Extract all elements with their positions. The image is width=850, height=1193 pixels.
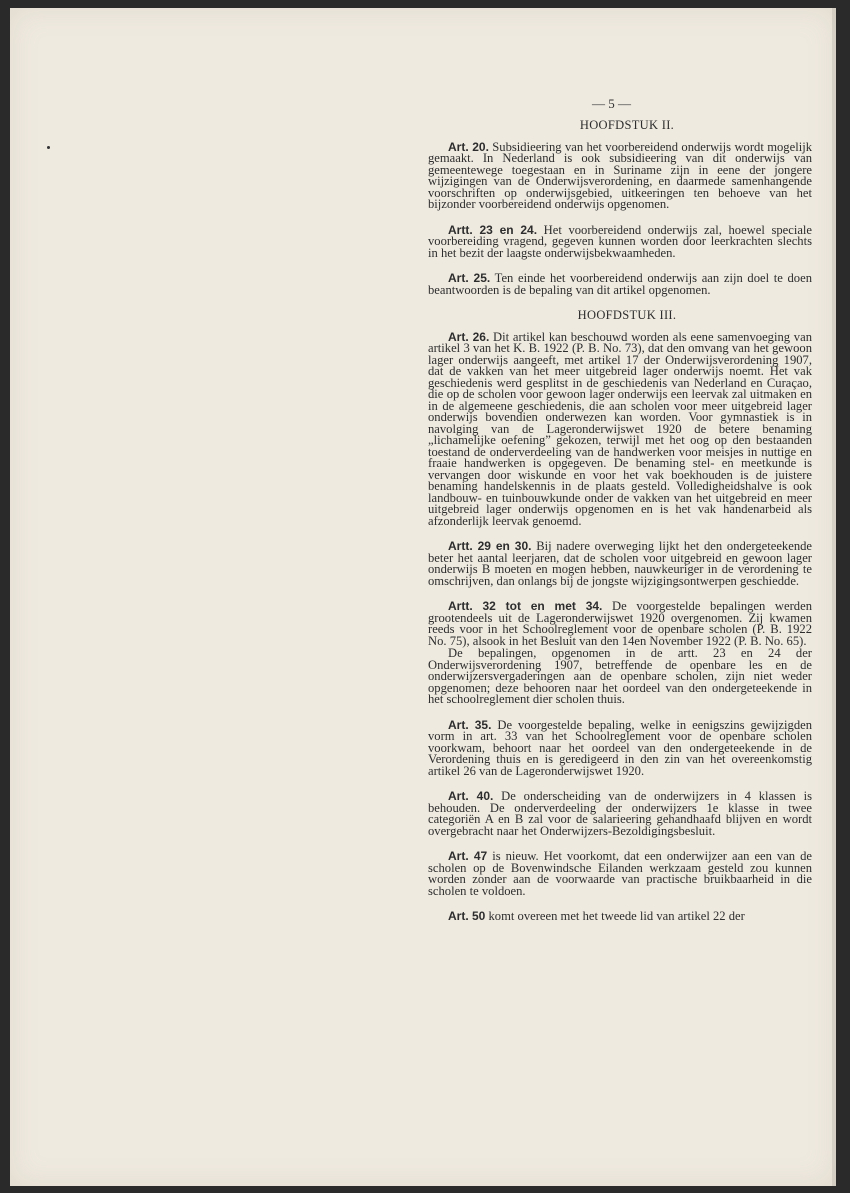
article-text: is nieuw. Het voorkomt, dat een onderwijzer aan een van de scholen op de Bovenwindsche Eilanden werkzaam gesteld zou kunnen worden zonder aan de voorwaarde van practische bruikbaarheid in die scholen te voldoen.	[428, 849, 812, 898]
article-text: De voorgestelde bepalingen werden grootendeels uit de Lageronderwijswet 1920 overgenomen. Zij kwamen reeds voor in het Schoolreglement voor de openbare scholen (P. B. 1922 No. 75), alsook in het Besluit van den 14en November 1922 (P. B. No. 65).	[428, 599, 812, 648]
article-label: Art. 25.	[448, 271, 491, 285]
article-label: Artt. 29 en 30.	[448, 539, 532, 553]
article-paragraph	[428, 911, 812, 923]
article-text: Het voorbereidend onderwijs zal, hoewel speciale voorbereiding vragend, gegeven kunnen worden door leerkrachten slechts in het bezit der laagste onderwijsbekwaamheden.	[428, 222, 812, 260]
article-label: Artt. 23 en 24.	[448, 222, 538, 237]
page-number: — 5 —	[592, 96, 631, 111]
article-label: Artt. 32 tot en met 34.	[448, 599, 603, 613]
article-paragraph	[428, 139, 812, 211]
paper-speck	[47, 146, 50, 149]
article-text: De onderscheiding van de onderwijzers in 4 klassen is behouden. De onderverdeeling der onderwijzers 1e klasse in twee categoriën A en B zal voor de salarieering gehandhaafd blijven en wordt overgebracht naar het Onderwijzers-Bezoldigingsbesluit.	[428, 789, 813, 838]
article-text: De voorgestelde bepaling, welke in eenigszins gewijzigden vorm in art. 33 van het Schoolreglement voor de openbare scholen voorkwam, behoort naar het oordeel van den ondergeteekende in de Verordening thuis en is geredigeerd in den zin van het overeenkomstig artikel 26 van de Lageronderwijswet 1920.	[428, 717, 813, 778]
article-label: Art. 40.	[448, 789, 494, 803]
article-text: Bij nadere overweging lijkt het den ondergeteekende beter het aantal leerjaren, dat de scholen voor uitgebreid en gewoon lager onderwijs B moeten en mogen hebben, nauwkeuriger in de verordening te omschrijven, dan onlangs bij de jongste wijzigingsontwerpen geschiedde.	[428, 539, 813, 588]
article-text: komt overeen met het tweede lid van artikel 22 der	[485, 909, 745, 923]
article-label: Art. 20.	[448, 139, 489, 154]
text-column	[428, 120, 812, 937]
article-text: Dit artikel kan beschouwd worden als eene samenvoeging van artikel 3 van het K. B. 1922 (P. B. No. 73), dat den omvang van het gewoon lager onderwijs aangeeft, met artikel 17 der Onderwijsverordening 1907, dat de vakken van het meer uitgebreid lager onderwijs noemt. Het vak geschiedenis werd gesplitst in de geschiedenis van Nederland en Curaçao, die op de scholen voor gewoon lager onderwijs een leervak zal uitmaken en in de algemeene geschiedenis, die aan scholen voor meer uitgebreid lager onderwijs bovendien onderwezen kan worden. Voor gymnastiek is in navolging van de Lageronderwijswet 1920 de betere benaming „lichamelijke oefening” gekozen, terwijl met het oog op den bestaanden toestand de onderverdeeling van de handwerken voor meisjes in nuttige en fraaie handwerken is opgegeven. De benaming stel- en meetkunde is vervangen door wiskunde en voor het vak boekhouden is de juistere benaming handelskennis in de plaats gesteld. Volledigheidshalve is ook landbouw- en tuinbouwkunde onder de vakken van het uitgebreid en meer uitgebreid lager onderwijs opgenomen en is het vak handenarbeid als afzonderlijk leervak genoemd.	[428, 329, 812, 528]
article-paragraph	[428, 601, 812, 647]
section-heading: HOOFDSTUK III.	[577, 308, 677, 322]
section-heading: HOOFDSTUK II.	[579, 118, 675, 132]
document-page	[10, 8, 836, 1186]
article-text: De bepalingen, opgenomen in de artt. 23 en 24 der Onderwijsverordening 1907, betreffende de openbare les en de onderwijzersvergaderingen aan de openbare scholen, zijn niet weder opgenomen; deze behooren naar het oordeel van den ondergeteekende in het schoolreglement dier scholen thuis.	[428, 646, 812, 706]
article-paragraph	[428, 717, 813, 778]
article-label: Art. 26.	[448, 329, 490, 344]
article-paragraph	[428, 648, 812, 706]
article-text: Subsidieering van het voorbereidend onderwijs wordt mogelijk gemaakt. In Nederland is ook subsidieering van dit onderwijs van gemeentewege toegestaan en in Suriname zijn in eene der jongere wijzigingen van de Onderwijsverordening, en daarmede samenhangende voorschriften op onderwijsgebied, uitkeeringen ten behoeve van het bijzonder voorbereidend onderwijs opgenomen.	[428, 139, 812, 211]
article-paragraph	[428, 541, 812, 587]
article-paragraph	[428, 222, 812, 260]
article-paragraph	[428, 329, 812, 528]
article-paragraph	[428, 851, 812, 897]
article-label: Art. 50	[448, 909, 486, 923]
page-edge	[832, 8, 836, 1186]
article-paragraph	[428, 791, 812, 837]
article-label: Art. 47	[448, 849, 488, 863]
article-label: Art. 35.	[448, 717, 492, 732]
article-paragraph	[428, 273, 812, 296]
article-text: Ten einde het voorbereidend onderwijs aan zijn doel te doen beantwoorden is de bepaling van dit artikel opgenomen.	[428, 271, 812, 297]
